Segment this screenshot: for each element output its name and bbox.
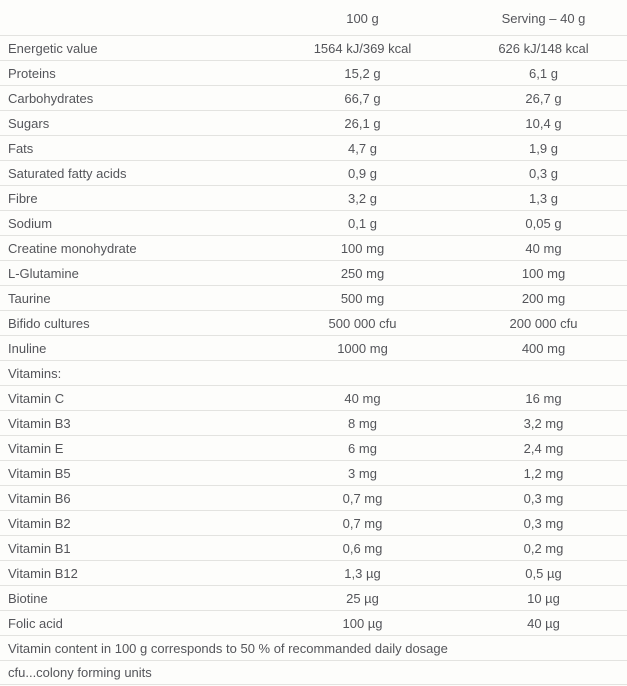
row-label: Sugars: [8, 115, 50, 131]
value-per-serving: 26,7 g: [525, 90, 562, 106]
table-row: [0, 85, 627, 110]
table-row: [0, 160, 627, 185]
footnote-vitamin-row: [0, 635, 627, 660]
row-label: Vitamin B1: [8, 540, 71, 556]
value-per-serving: 0,3 g: [529, 165, 558, 181]
row-label: Bifido cultures: [8, 315, 90, 331]
value-per-serving: 2,4 mg: [523, 440, 564, 456]
value-per-serving: 0,5 µg: [525, 565, 562, 581]
value-per-serving: 1,9 g: [529, 140, 558, 156]
table-row: [0, 60, 627, 85]
value-per-100g: 500 mg: [340, 290, 385, 306]
value-per-serving: 16 mg: [525, 390, 562, 406]
row-label: Vitamin B5: [8, 465, 71, 481]
table-row: [0, 385, 627, 410]
value-per-serving: 10 µg: [527, 590, 560, 606]
value-per-100g: 0,1 g: [348, 215, 377, 231]
value-per-100g: 40 mg: [344, 390, 381, 406]
value-per-100g: 3 mg: [348, 465, 377, 481]
table-row: [0, 185, 627, 210]
table-row: [0, 560, 627, 585]
row-label: Vitamin B2: [8, 515, 71, 531]
table-row: [0, 535, 627, 560]
value-per-serving: 400 mg: [521, 340, 566, 356]
row-label: Carbohydrates: [8, 90, 94, 106]
footnote-cfu-text: cfu...colony forming units: [8, 665, 152, 680]
table-row: [0, 485, 627, 510]
row-label: L-Glutamine: [8, 265, 79, 281]
value-per-100g: 100 µg: [342, 615, 383, 631]
value-per-serving: 0,05 g: [525, 215, 562, 231]
row-label: Taurine: [8, 290, 51, 306]
table-row: [0, 460, 627, 485]
table-header-row: [0, 0, 627, 35]
row-label: Vitamin B3: [8, 415, 71, 431]
value-per-100g: 3,2 g: [348, 190, 377, 206]
table-body: [0, 35, 627, 635]
value-per-100g: 0,6 mg: [342, 540, 383, 556]
value-per-100g: 1,3 µg: [344, 565, 381, 581]
value-per-100g: 1564 kJ/369 kcal: [313, 40, 412, 56]
value-per-100g: 66,7 g: [344, 90, 381, 106]
header-col-serving: Serving – 40 g: [501, 11, 586, 26]
value-per-100g: 0,7 mg: [342, 490, 383, 506]
row-label: Creatine monohydrate: [8, 240, 137, 256]
value-per-100g: 250 mg: [340, 265, 385, 281]
row-label: Fibre: [8, 190, 38, 206]
row-label: Vitamin B6: [8, 490, 71, 506]
table-row: [0, 110, 627, 135]
table-row: [0, 285, 627, 310]
row-label: Vitamin E: [8, 440, 64, 456]
table-row: [0, 135, 627, 160]
value-per-100g: 26,1 g: [344, 115, 381, 131]
row-label: Vitamin C: [8, 390, 65, 406]
value-per-serving: 100 mg: [521, 265, 566, 281]
table-row: [0, 585, 627, 610]
value-per-serving: 1,3 g: [529, 190, 558, 206]
value-per-100g: 4,7 g: [348, 140, 377, 156]
table-row: [0, 335, 627, 360]
value-per-100g: 0,7 mg: [342, 515, 383, 531]
value-per-serving: 40 µg: [527, 615, 560, 631]
table-row: [0, 35, 627, 60]
row-label: Proteins: [8, 65, 56, 81]
row-label: Energetic value: [8, 40, 98, 56]
value-per-serving: 0,3 mg: [523, 515, 564, 531]
value-per-100g: 8 mg: [348, 415, 377, 431]
table-row: [0, 310, 627, 335]
value-per-serving: 3,2 mg: [523, 415, 564, 431]
row-label: Folic acid: [8, 615, 63, 631]
value-per-100g: 6 mg: [348, 440, 377, 456]
table-row: [0, 435, 627, 460]
value-per-100g: 0,9 g: [348, 165, 377, 181]
value-per-serving: 626 kJ/148 kcal: [498, 40, 589, 56]
row-label: Vitamins:: [8, 365, 62, 381]
value-per-serving: 6,1 g: [529, 65, 558, 81]
header-col-100g: 100 g: [346, 11, 379, 26]
value-per-serving: 200 mg: [521, 290, 566, 306]
footnote-vitamin-text: Vitamin content in 100 g corresponds to 50 % of recommanded daily dosage: [8, 640, 448, 656]
value-per-serving: 10,4 g: [525, 115, 562, 131]
row-label: Vitamin B12: [8, 565, 78, 581]
value-per-serving: 40 mg: [525, 240, 562, 256]
row-label: Fats: [8, 140, 34, 156]
row-label: Biotine: [8, 590, 48, 606]
value-per-serving: 0,2 mg: [523, 540, 564, 556]
table-row: [0, 210, 627, 235]
value-per-100g: 1000 mg: [337, 340, 388, 356]
table-row: [0, 610, 627, 635]
value-per-serving: 1,2 mg: [523, 465, 564, 481]
table-row: [0, 260, 627, 285]
table-row: [0, 510, 627, 535]
footnote-cfu-row: [0, 660, 627, 685]
table-row: [0, 235, 627, 260]
row-label: Sodium: [8, 215, 53, 231]
table-row: [0, 360, 627, 385]
value-per-100g: 500 000 cfu: [328, 315, 397, 331]
value-per-serving: 200 000 cfu: [509, 315, 578, 331]
table-row: [0, 410, 627, 435]
row-label: Inuline: [8, 340, 47, 356]
value-per-100g: 100 mg: [340, 240, 385, 256]
value-per-100g: 25 µg: [346, 590, 379, 606]
row-label: Saturated fatty acids: [8, 165, 127, 181]
value-per-100g: 15,2 g: [344, 65, 381, 81]
value-per-serving: 0,3 mg: [523, 490, 564, 506]
